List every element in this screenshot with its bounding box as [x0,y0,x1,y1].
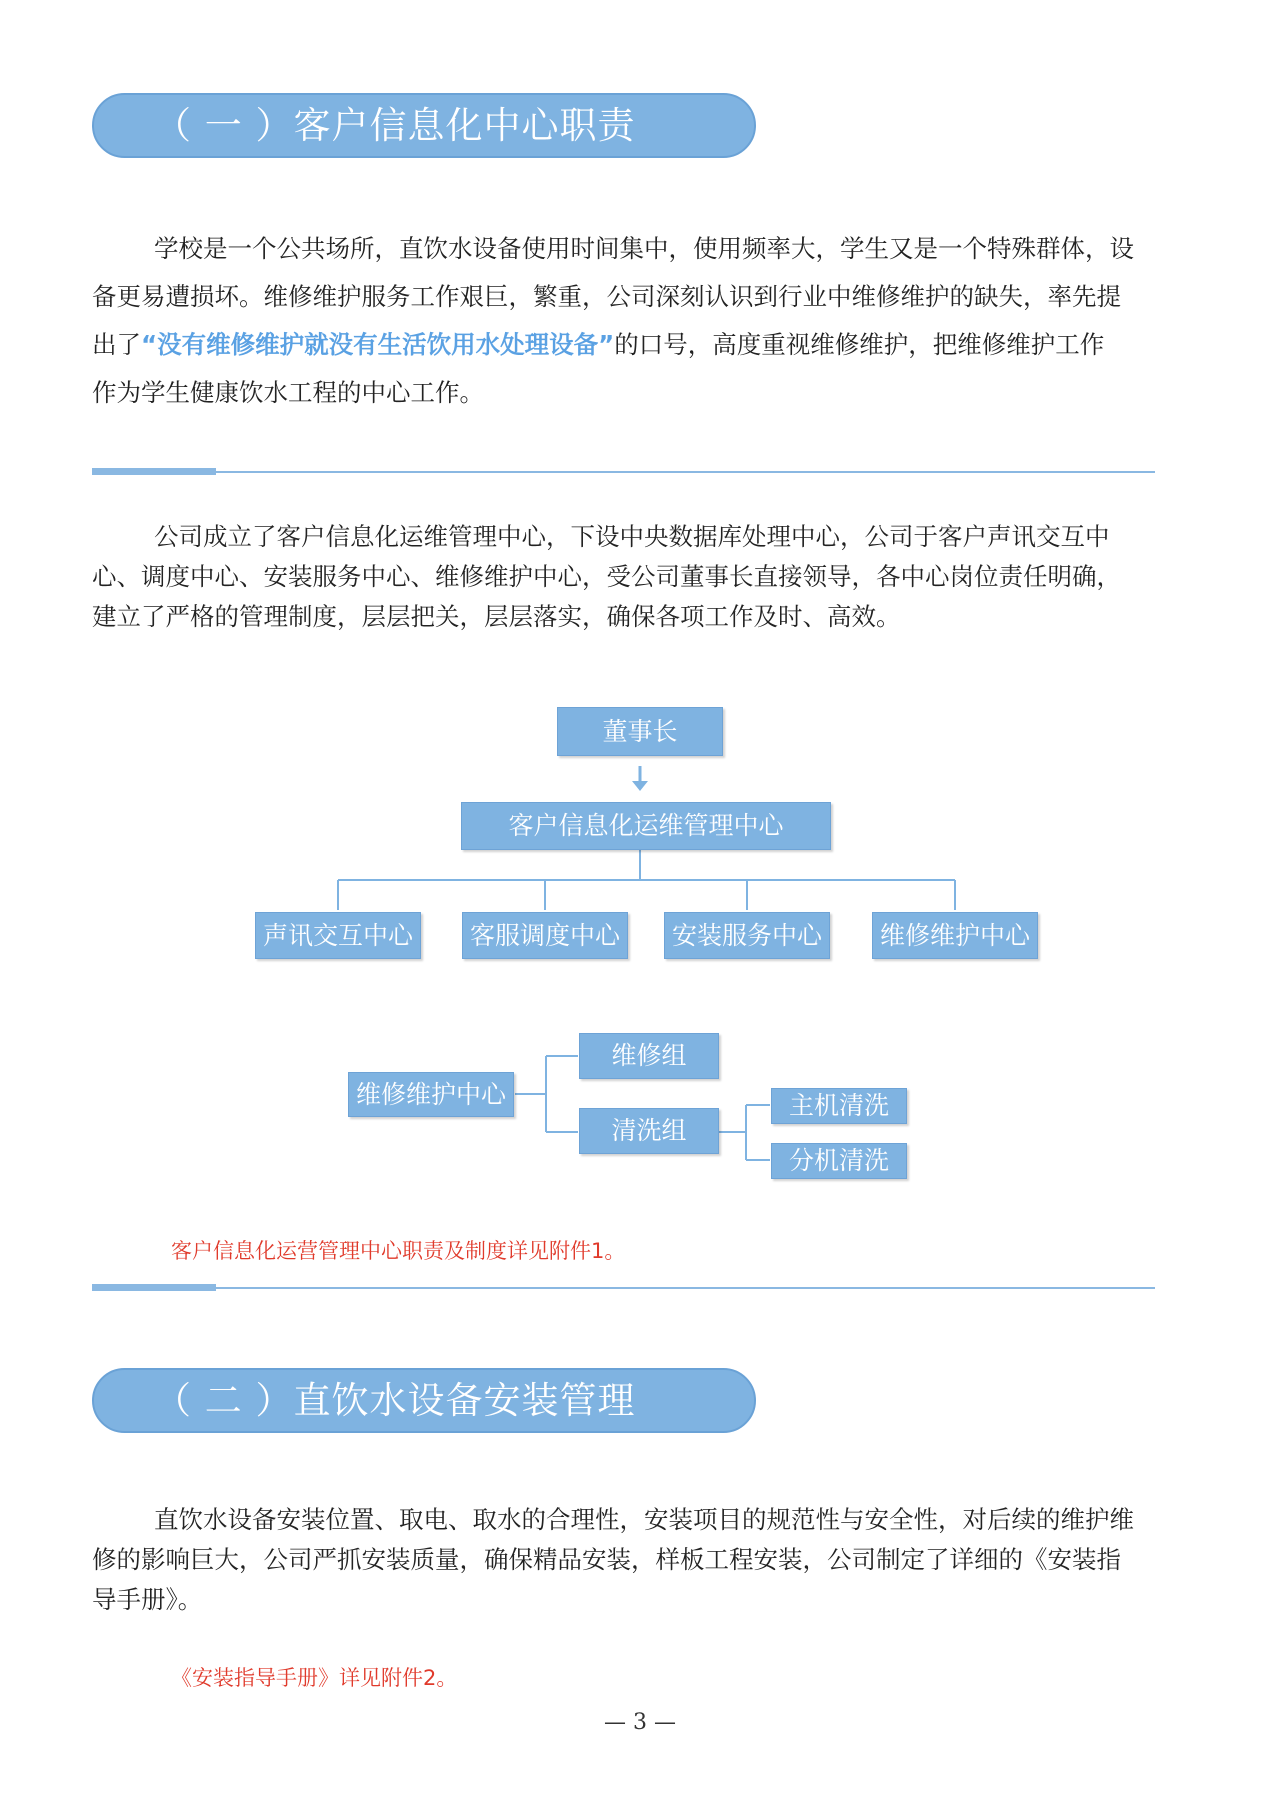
org-box-label: 客户信息化运维管理中心 [508,811,784,840]
paragraph-line: 备更易遭损坏。维修维护服务工作艰巨，繁重，公司深刻认识到行业中维修维护的缺失，率先提 [92,282,1121,311]
org-box-voice-center [255,912,421,959]
divider-accent [92,468,216,475]
paragraph-line: 学校是一个公共场所，直饮水设备使用时间集中，使用频率大，学生又是一个特殊群体，设 [154,234,1134,263]
paragraph-line: 直饮水设备安装位置、取电、取水的合理性，安装项目的规范性与安全性，对后续的维护维 [154,1505,1134,1534]
attachment-note-1: 客户信息化运营管理中心职责及制度详见附件1。 [171,1239,626,1263]
paragraph-line: 建立了严格的管理制度，层层把关，层层落实，确保各项工作及时、高效。 [92,602,901,631]
org-box-host-cleaning [771,1088,907,1124]
section-divider [92,467,1155,475]
line-suffix: 的口号，高度重视维修维护，把维修维护工作 [614,330,1105,359]
paragraph-line [92,321,1192,369]
org-box-unit-cleaning [771,1143,907,1179]
org-box-label: 维修维护中心 [879,921,1030,950]
org-box-label: 清洗组 [611,1116,687,1145]
paragraph-org-structure [92,517,1192,637]
org-box-dispatch-center [462,912,628,959]
paragraph-installation [92,1500,1192,1620]
org-box-maintenance-root [348,1072,514,1117]
org-box-cleaning-group [579,1108,719,1154]
paragraph-line: 作为学生健康饮水工程的中心工作。 [92,378,484,407]
section-header-1 [92,93,756,158]
slogan-highlight: “没有维修维护就没有生活饮用水处理设备” [141,330,615,359]
org-box-label: 声讯交互中心 [262,921,413,950]
org-box-label: 客服调度中心 [469,921,620,950]
section-divider [92,1283,1155,1291]
attachment-note-2: 《安装指导手册》详见附件2。 [171,1666,458,1690]
divider-line [92,1287,1155,1289]
divider-line [92,471,1155,473]
org-box-maintenance-center [872,912,1038,959]
org-box-management-center [461,802,831,850]
paragraph-line: 心、调度中心、安装服务中心、维修维护中心，受公司董事长直接领导，各中心岗位责任明确， [92,562,1121,591]
section-title-1: （ 一 ）客户信息化中心职责 [154,104,636,147]
paragraph-maintenance-intro [92,225,1192,417]
org-box-install-center [664,912,830,959]
org-box-repair-group [579,1033,719,1079]
line-prefix: 出了 [92,330,141,359]
section-header-2 [92,1368,756,1433]
org-box-label: 安装服务中心 [671,921,822,950]
paragraph-line: 修的影响巨大，公司严抓安装质量，确保精品安装，样板工程安装，公司制定了详细的《安装指 [92,1545,1121,1574]
paragraph-line: 公司成立了客户信息化运维管理中心，下设中央数据库处理中心，公司于客户声讯交互中 [154,522,1110,551]
org-box-label: 董事长 [602,717,678,746]
page-number: — 3 — [604,1710,676,1735]
divider-accent [92,1284,216,1291]
org-box-label: 分机清洗 [788,1146,889,1175]
org-box-label: 主机清洗 [788,1091,889,1120]
arrow-head [632,781,648,791]
paragraph-line: 导手册》。 [92,1585,203,1614]
org-box-label: 维修组 [611,1041,687,1070]
section-title-2: （ 二 ）直饮水设备安装管理 [154,1379,636,1422]
org-box-label: 维修维护中心 [355,1080,506,1109]
org-box-chairman [557,707,723,756]
